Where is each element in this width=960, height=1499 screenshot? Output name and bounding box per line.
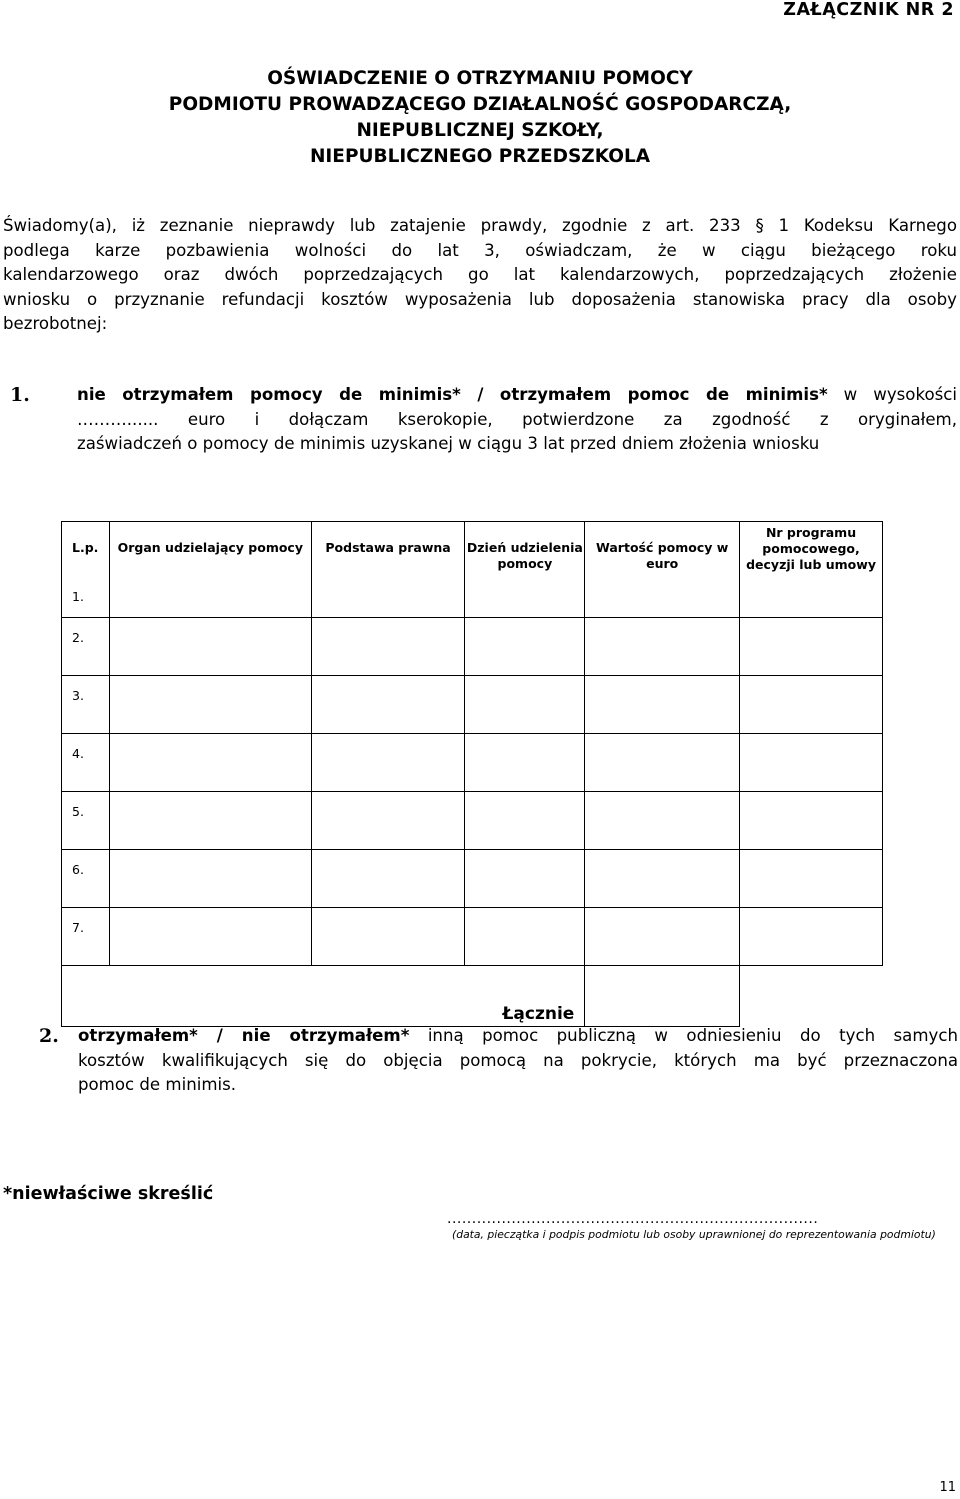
table-cell[interactable] [109, 908, 311, 966]
table-row [62, 908, 883, 966]
header-organ[interactable]: Organ udzielający pomocy [109, 522, 311, 618]
title-line-1: OŚWIADCZENIE O OTRZYMANIU POMOCY [267, 68, 693, 89]
declaration-intro [3, 214, 957, 337]
table-row-index: 4. [62, 734, 110, 792]
intro-line: podlega karze pozbawienia wolności do lat 3, oświadczam, że w ciągu bieżącego roku [3, 240, 957, 260]
signature-caption: (data, pieczątka i podpis podmiotu lub osoby uprawnionej do reprezentowania podmiotu) [452, 1228, 936, 1241]
table-cell[interactable] [585, 908, 740, 966]
total-label: Łącznie [62, 966, 585, 1027]
item-2-rest-text: inną pomoc publiczną w odniesieniu do tych samych [409, 1026, 958, 1045]
table-row-index: 7. [62, 908, 110, 966]
empty-cell [740, 966, 883, 1027]
item-1-line-1 [77, 383, 957, 408]
table-row [62, 850, 883, 908]
table-header-row [62, 522, 883, 618]
table-row-index: 3. [62, 676, 110, 734]
intro-line: wniosku o przyznanie refundacji kosztów wyposażenia lub doposażenia stanowiska pracy dla osoby [3, 289, 957, 309]
table-cell[interactable] [465, 792, 585, 850]
header-nr[interactable]: Nr programu pomocowego, decyzji lub umowy [740, 522, 883, 618]
table-cell[interactable] [585, 734, 740, 792]
table-row-index: 5. [62, 792, 110, 850]
table-row-index: 2. [62, 618, 110, 676]
table-cell[interactable] [740, 676, 883, 734]
header-podstawa[interactable]: Podstawa prawna [311, 522, 465, 618]
table-cell[interactable] [465, 618, 585, 676]
aid-table [61, 521, 883, 1027]
title-line-3: NIEPUBLICZNEJ SZKOŁY, [356, 120, 604, 141]
item-1-bold-text: nie otrzymałem pomocy de minimis* / otrzymałem pomoc de minimis* [77, 385, 828, 404]
document-title [0, 66, 960, 170]
table-cell[interactable] [585, 792, 740, 850]
table-cell[interactable] [109, 618, 311, 676]
table-cell[interactable] [311, 908, 465, 966]
table-cell[interactable] [311, 792, 465, 850]
table-cell[interactable] [109, 850, 311, 908]
table-cell[interactable] [465, 676, 585, 734]
item-number: 2. [39, 1025, 59, 1047]
footnote: *niewłaściwe skreślić [3, 1184, 214, 1204]
table-cell[interactable] [311, 734, 465, 792]
intro-line: kalendarzowego oraz dwóch poprzedzających go lat kalendarzowych, poprzedzających złożenie [3, 265, 957, 284]
intro-line: Świadomy(a), iż zeznanie nieprawdy lub zatajenie prawdy, zgodnie z art. 233 § 1 Kodeksu Karnego [3, 216, 957, 235]
table-cell[interactable] [465, 850, 585, 908]
title-line-4: NIEPUBLICZNEGO PRZEDSZKOLA [309, 146, 651, 167]
item-2-line-1 [78, 1024, 958, 1049]
header-dzien[interactable]: Dzień udzielenia pomocy [465, 522, 585, 618]
table-cell[interactable] [585, 618, 740, 676]
table-cell[interactable] [740, 618, 883, 676]
table-cell[interactable] [465, 734, 585, 792]
table-cell[interactable] [585, 850, 740, 908]
table-cell[interactable] [585, 676, 740, 734]
item-2-line-3: pomoc de minimis. [78, 1075, 237, 1094]
table-row-index: 6. [62, 850, 110, 908]
table-cell[interactable] [311, 850, 465, 908]
header-lp: L.p. 1. [62, 522, 110, 618]
table-cell[interactable] [740, 734, 883, 792]
table-cell[interactable] [109, 734, 311, 792]
table-row [62, 792, 883, 850]
table-total-row [62, 966, 883, 1027]
table-cell[interactable] [109, 676, 311, 734]
item-2-bold-text: otrzymałem* / nie otrzymałem* [78, 1026, 410, 1045]
item-number: 1. [10, 384, 30, 406]
item-1-rest-text: w wysokości [827, 385, 957, 404]
table-row-index: 1. [72, 589, 84, 604]
annex-label: ZAŁĄCZNIK NR 2 [783, 0, 954, 20]
table-cell[interactable] [311, 676, 465, 734]
item-1-line-2: ………...... euro i dołączam kserokopie, potwierdzone za zgodność z oryginałem, [77, 409, 957, 429]
header-wartosc[interactable]: Wartość pomocy w euro [585, 522, 740, 618]
table-cell[interactable] [740, 908, 883, 966]
item-2-line-2: kosztów kwalifikujących się do objęcia pomocą na pokrycie, których ma być przeznaczona [78, 1050, 958, 1070]
page-number: 11 [939, 1480, 956, 1495]
table-cell[interactable] [109, 792, 311, 850]
table-cell[interactable] [740, 850, 883, 908]
table-row [62, 618, 883, 676]
title-line-2: PODMIOTU PROWADZĄCEGO DZIAŁALNOŚĆ GOSPODARCZĄ, [168, 94, 792, 115]
item-1-line-3: zaświadczeń o pomocy de minimis uzyskanej w ciągu 3 lat przed dniem złożenia wniosku [77, 434, 820, 453]
table-cell[interactable] [740, 792, 883, 850]
total-value-cell[interactable] [585, 966, 740, 1027]
table-cell[interactable] [465, 908, 585, 966]
signature-line: ........................................................................... [447, 1211, 819, 1227]
table-row [62, 734, 883, 792]
table-row [62, 676, 883, 734]
intro-line: bezrobotnej: [3, 314, 108, 333]
table-cell[interactable] [311, 618, 465, 676]
